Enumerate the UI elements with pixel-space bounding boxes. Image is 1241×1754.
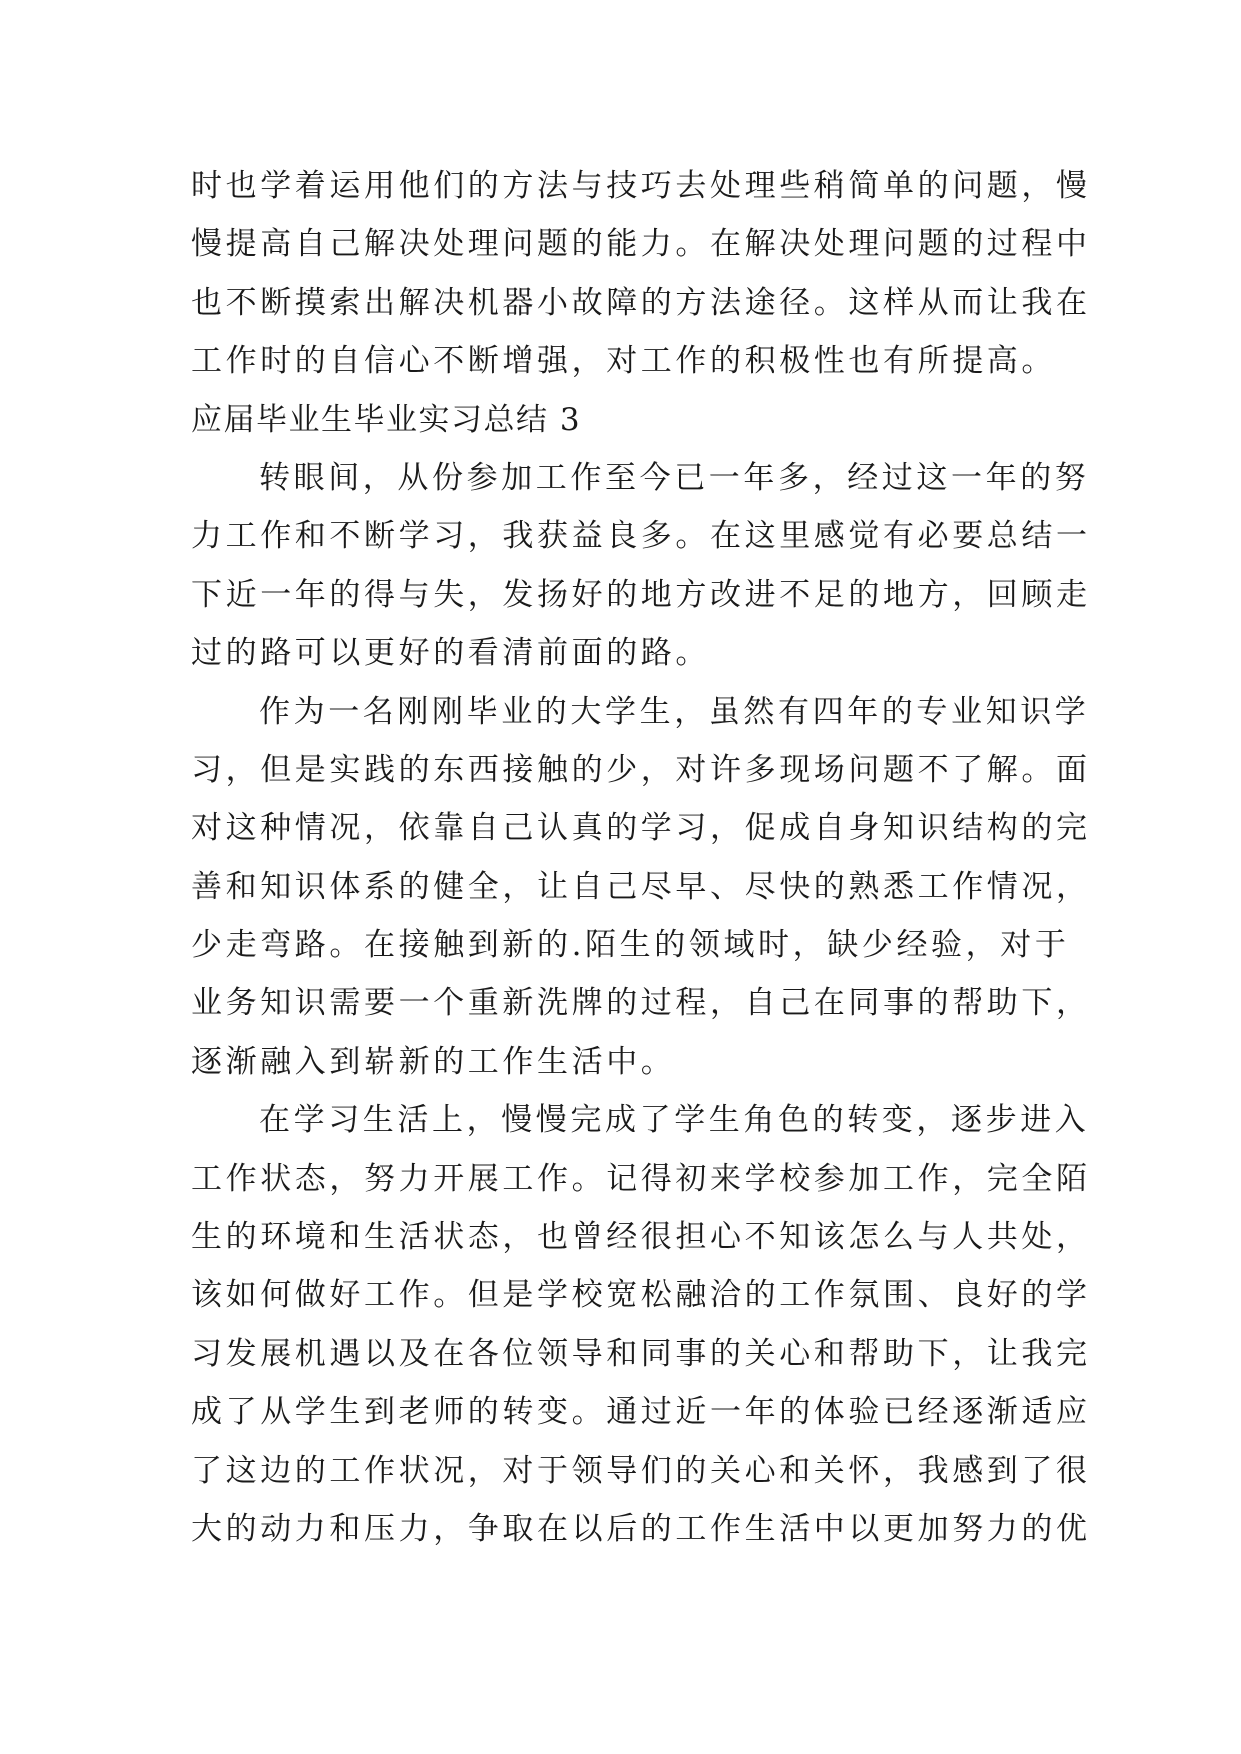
section-heading: 应届毕业生毕业实习总结 3 [191,401,582,438]
text-line: 下近一年的得与失，发扬好的地方改进不足的地方，回顾走 [191,576,1091,613]
text-line: 习发展机遇以及在各位领导和同事的关心和帮助下，让我完 [191,1335,1091,1372]
text-line: 了这边的工作状况，对于领导们的关心和关怀，我感到了很 [191,1452,1091,1489]
document-body [191,157,1091,1558]
text-line: 也不断摸索出解决机器小故障的方法途径。这样从而让我在 [191,284,1091,321]
text-line: 慢提高自己解决处理问题的能力。在解决处理问题的过程中 [191,226,1091,263]
text-line: 业务知识需要一个重新洗牌的过程，自己在同事的帮助下， [191,985,1091,1022]
text-line: 工作状态，努力开展工作。记得初来学校参加工作，完全陌 [191,1160,1091,1197]
text-line: 逐渐融入到崭新的工作生活中。 [191,1043,676,1080]
text-line: 工作时的自信心不断增强，对工作的积极性也有所提高。 [191,343,1056,380]
paragraph-first-line: 作为一名刚刚毕业的大学生，虽然有四年的专业知识学 [259,693,1090,730]
text-line: 生的环境和生活状态，也曾经很担心不知该怎么与人共处， [191,1219,1091,1256]
text-line: 过的路可以更好的看清前面的路。 [191,635,710,672]
text-line: 成了从学生到老师的转变。通过近一年的体验已经逐渐适应 [191,1394,1091,1431]
paragraph-first-line: 在学习生活上，慢慢完成了学生角色的转变，逐步进入 [259,1102,1090,1139]
text-line: 少走弯路。在接触到新的.陌生的领域时，缺少经验，对于 [191,927,1070,964]
text-line: 大的动力和压力，争取在以后的工作生活中以更加努力的优 [191,1510,1091,1547]
text-line: 对这种情况，依靠自己认真的学习，促成自身知识结构的完 [191,810,1091,847]
text-line: 力工作和不断学习，我获益良多。在这里感觉有必要总结一 [191,518,1091,555]
text-line: 时也学着运用他们的方法与技巧去处理些稍简单的问题，慢 [191,168,1091,204]
text-line: 善和知识体系的健全，让自己尽早、尽快的熟悉工作情况， [191,868,1091,905]
text-line: 习，但是实践的东西接触的少，对许多现场问题不了解。面 [191,751,1091,788]
paragraph-first-line: 转眼间，从份参加工作至今已一年多，经过这一年的努 [259,459,1090,496]
text-line: 该如何做好工作。但是学校宽松融洽的工作氛围、良好的学 [191,1277,1091,1314]
